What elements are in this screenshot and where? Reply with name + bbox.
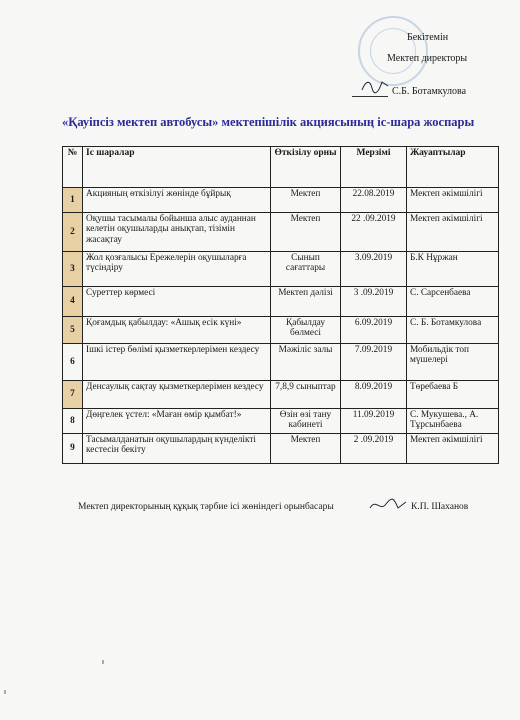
header-responsible: Жауаптылар (407, 147, 499, 188)
row-responsible: Төребаева Б (407, 381, 499, 409)
table-row (63, 213, 499, 252)
row-place: Мектеп (271, 188, 341, 213)
row-event: Қоғамдық қабылдау: «Ашық есік күні» (83, 317, 271, 344)
row-place: Мәжіліс залы (271, 344, 341, 381)
table-row (63, 317, 499, 344)
row-num: 4 (63, 287, 83, 317)
row-num: 9 (63, 434, 83, 464)
row-event: Суреттер көрмесі (83, 287, 271, 317)
row-date: 6.09.2019 (341, 317, 407, 344)
row-event: Жол қозғалысы Ережелерін оқушыларға түсіндіру (83, 252, 271, 287)
row-event: Денсаулық сақтау қызметкерлерімен кездесу (83, 381, 271, 409)
scan-speck (102, 660, 104, 664)
approver-position: Мектеп директоры (387, 53, 468, 64)
row-place: Өзін өзі тану кабинеті (271, 409, 341, 434)
row-responsible: С. Сарсенбаева (407, 287, 499, 317)
row-place: Мектеп (271, 213, 341, 252)
header-date: Мерзімі (341, 147, 407, 188)
event-plan-table (62, 146, 499, 464)
row-date: 7.09.2019 (341, 344, 407, 381)
row-date: 22.08.2019 (341, 188, 407, 213)
row-num: 8 (63, 409, 83, 434)
table-row (63, 409, 499, 434)
table-row (63, 252, 499, 287)
row-date: 11.09.2019 (341, 409, 407, 434)
header-num: № (63, 147, 83, 188)
row-num: 7 (63, 381, 83, 409)
row-responsible: С. Б. Ботамкулова (407, 317, 499, 344)
table-row (63, 434, 499, 464)
row-event: Акцияның өткізілуі жөнінде бұйрық (83, 188, 271, 213)
document-title: «Қауіпсіз мектеп автобусы» мектепішілік акциясының іс-шара жоспары (62, 115, 475, 129)
row-date: 8.09.2019 (341, 381, 407, 409)
row-place: Мектеп (271, 434, 341, 464)
row-date: 3.09.2019 (341, 252, 407, 287)
row-event: Тасымалданатын оқушылардың күнделікті кестесін бекіту (83, 434, 271, 464)
deputy-signature (368, 496, 408, 514)
table-row (63, 381, 499, 409)
row-responsible: Мобильдік топ мүшелері (407, 344, 499, 381)
row-event: Оқушы тасымалы бойынша алыс ауданнан келетін оқушыларды анықтап, тізімін жасақтау (83, 213, 271, 252)
row-date: 2 .09.2019 (341, 434, 407, 464)
table-row (63, 287, 499, 317)
row-responsible: Мектеп әкімшілігі (407, 188, 499, 213)
table-row (63, 188, 499, 213)
row-responsible: С. Мукушева., А. Тұрсынбаева (407, 409, 499, 434)
header-place: Өткізілу орны (271, 147, 341, 188)
approve-label: Бекітемін (407, 32, 449, 43)
row-event: Дөңгелек үстел: «Маған өмір қымбат!» (83, 409, 271, 434)
deputy-position: Мектеп директорының құқық тәрбие ісі жөніндегі орынбасары (78, 502, 334, 512)
row-num: 3 (63, 252, 83, 287)
director-signature (360, 76, 390, 96)
row-responsible: Мектеп әкімшілігі (407, 213, 499, 252)
row-place: Сынып сағаттары (271, 252, 341, 287)
table-row (63, 344, 499, 381)
row-num: 2 (63, 213, 83, 252)
scan-speck (4, 690, 6, 694)
deputy-name: К.П. Шаханов (411, 502, 469, 512)
signature-line (352, 96, 388, 97)
row-responsible: Б.К Нұржан (407, 252, 499, 287)
row-num: 6 (63, 344, 83, 381)
table-header-row (63, 147, 499, 188)
row-event: Ішкі істер бөлімі қызметкерлерімен кездесу (83, 344, 271, 381)
approver-name: С.Б. Ботамкулова (392, 86, 467, 97)
row-num: 1 (63, 188, 83, 213)
header-event: Іс шаралар (83, 147, 271, 188)
row-place: Қабылдау бөлмесі (271, 317, 341, 344)
row-responsible: Мектеп әкімшілігі (407, 434, 499, 464)
row-place: Мектеп дәлізі (271, 287, 341, 317)
row-num: 5 (63, 317, 83, 344)
row-place: 7,8,9 сыныптар (271, 381, 341, 409)
row-date: 3 .09.2019 (341, 287, 407, 317)
row-date: 22 .09.2019 (341, 213, 407, 252)
